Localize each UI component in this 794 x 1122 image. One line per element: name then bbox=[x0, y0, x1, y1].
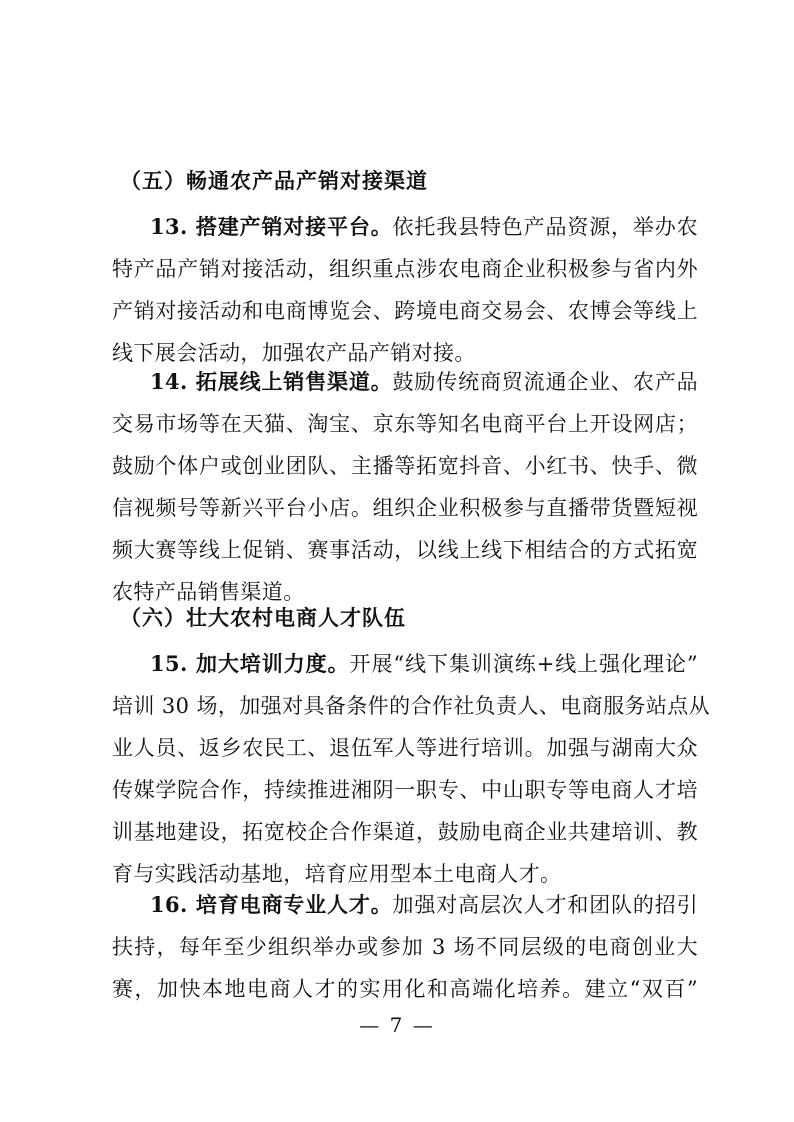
item-lead: 16. 培育电商专业人才。 bbox=[150, 892, 393, 917]
paragraph-line bbox=[112, 884, 698, 926]
paragraph-item-15 bbox=[112, 643, 711, 895]
paragraph-line: 扶持，每年至少组织举办或参加 3 场不同层级的电商创业大 bbox=[112, 935, 698, 959]
paragraph-line: 交易市场等在天猫、淘宝、京东等知名电商平台上开设网店； bbox=[112, 412, 698, 436]
paragraph-line: 传媒学院合作，持续推进湘阴一职专、中山职专等电商人才培 bbox=[112, 778, 698, 802]
paragraph-line bbox=[112, 206, 698, 248]
item-lead: 13. 搭建产销对接平台。 bbox=[150, 214, 393, 239]
paragraph-line: 线下展会活动，加强农产品产销对接。 bbox=[112, 341, 476, 365]
paragraph-line bbox=[112, 643, 698, 685]
item-text: 依托我县特色产品资源，举办农 bbox=[392, 215, 698, 239]
paragraph-item-13 bbox=[112, 206, 698, 374]
paragraph-line: 鼓励个体户或创业团队、主播等拓宽抖音、小红书、快手、微 bbox=[112, 454, 698, 478]
paragraph-item-14 bbox=[112, 361, 698, 613]
item-lead: 15. 加大培训力度。 bbox=[150, 651, 350, 676]
paragraph-line: 特产品产销对接活动，组织重点涉农电商企业积极参与省内外 bbox=[112, 257, 698, 281]
paragraph-line: 业人员、返乡农民工、退伍军人等进行培训。加强与湖南大众 bbox=[112, 736, 698, 760]
paragraph-line bbox=[112, 361, 698, 403]
paragraph-item-16 bbox=[112, 884, 698, 1010]
paragraph-line: 频大赛等线上促销、赛事活动，以线上线下相结合的方式拓宽 bbox=[112, 538, 698, 562]
paragraph-line: 赛，加快本地电商人才的实用化和高端化培养。建立“双百” bbox=[112, 977, 698, 1001]
paragraph-line: 育与实践活动基地，培育应用型本土电商人才。 bbox=[112, 862, 562, 886]
paragraph-line: 训基地建设，拓宽校企合作渠道，鼓励电商企业共建培训、教 bbox=[112, 820, 698, 844]
item-text: 鼓励传统商贸流通企业、农产品 bbox=[392, 370, 698, 394]
item-lead: 14. 拓展线上销售渠道。 bbox=[150, 369, 393, 394]
section-heading-5: （五）畅通农产品产销对接渠道 bbox=[120, 168, 428, 193]
paragraph-line: 信视频号等新兴平台小店。组织企业积极参与直播带货暨短视 bbox=[112, 496, 698, 520]
page-number: — 7 — bbox=[359, 1013, 435, 1037]
section-heading-6: （六）壮大农村电商人才队伍 bbox=[120, 605, 406, 630]
paragraph-line: 农特产品销售渠道。 bbox=[112, 580, 305, 604]
item-text: 加强对高层次人才和团队的招引 bbox=[392, 893, 698, 917]
item-text: 开展“线下集训演练+线上强化理论” bbox=[349, 652, 698, 676]
paragraph-line: 培训 30 场，加强对具备条件的合作社负责人、电商服务站点从 bbox=[112, 694, 711, 718]
paragraph-line: 产销对接活动和电商博览会、跨境电商交易会、农博会等线上 bbox=[112, 299, 698, 323]
